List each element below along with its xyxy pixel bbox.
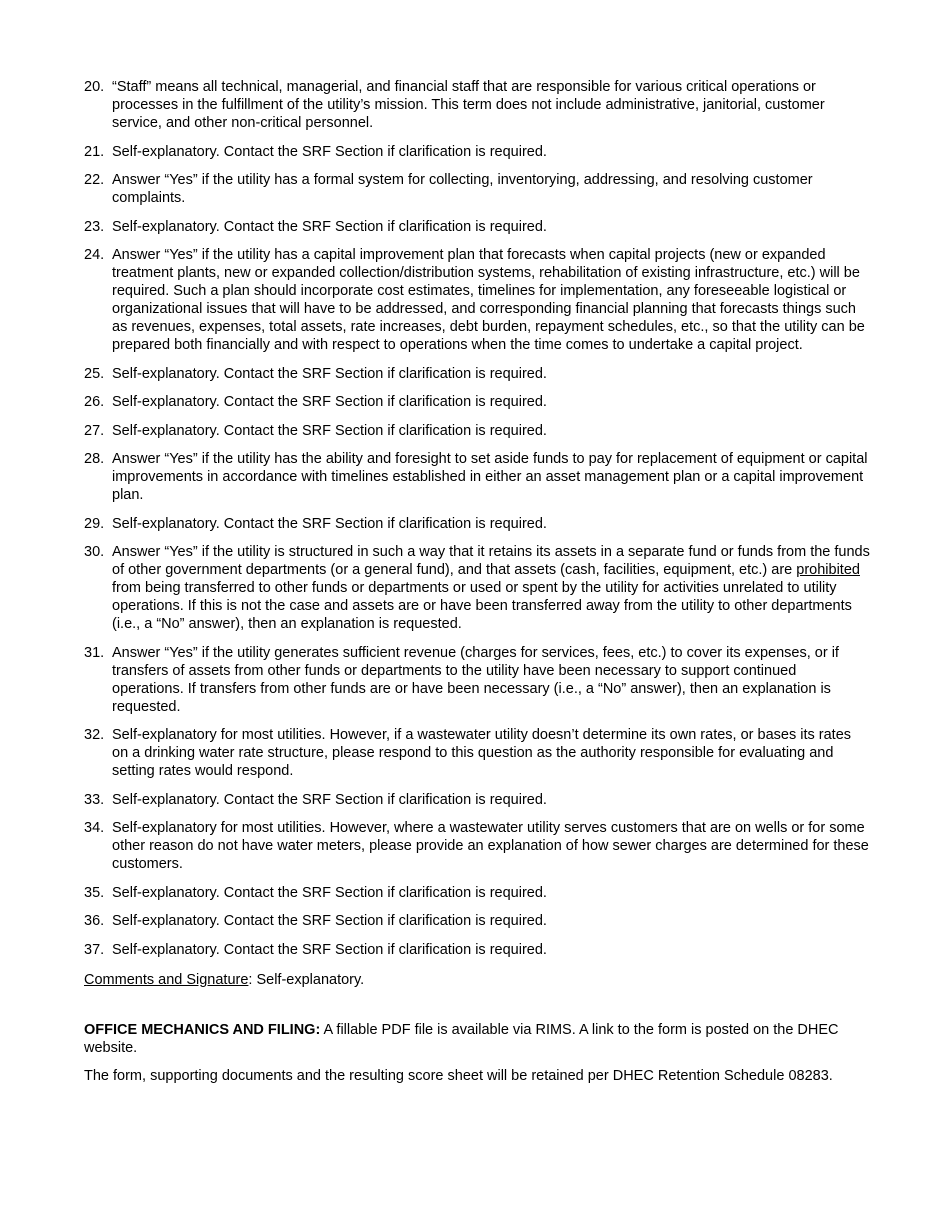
item-text: Self-explanatory. Contact the SRF Section if clarification is required. [112,515,547,532]
item-text-before: Answer “Yes” if the utility is structured in such a way that it retains its assets in a separate fund or funds from the funds of other government departments (or a general fund), and that assets (cash, facilities, equipment, etc.) are [112,544,870,578]
comments-label: Comments and Signature [84,971,249,988]
item-text: Self-explanatory. Contact the SRF Section if clarification is required. [112,941,547,958]
list-item [84,726,870,780]
item-number: 27. [84,422,105,439]
item-number: 26. [84,394,105,410]
mechanics-paragraph [84,1021,870,1057]
item-text-after: from being transferred to other funds or departments or used or spent by the utility for activities unrelated to utility operations. If this is not the case and assets are or have been transferred away from the utility to other departments (i.e., a “No” answer), then an explanation is requested. [112,580,852,632]
comments-text: : Self-explanatory. [248,971,365,988]
list-item [84,422,870,440]
item-text: Self-explanatory. Contact the SRF Section if clarification is required. [112,422,547,439]
item-text: Answer “Yes” if the utility generates sufficient revenue (charges for services, fees, etc.) to cover its expenses, or if transfers of assets from other funds or departments to the utility have been necessary to support continued operations. If transfers from other funds are or have been necessary (i.e., a “No” answer), then an explanation is requested. [112,644,839,715]
item-text: Answer “Yes” if the utility has the ability and foresight to set aside funds to pay for replacement of equipment or capital improvements in accordance with timelines established in either an asset management plan or a capital improvement plan. [112,451,868,503]
list-item [84,912,870,930]
list-item [84,143,870,161]
comments-paragraph [84,971,870,989]
item-text: Self-explanatory for most utilities. However, where a wastewater utility serves customers that are on wells or for some other reason do not have water meters, please provide an explanation of how sewer charges are determined for these customers. [112,820,869,872]
mechanics-text: A fillable PDF file is available via RIMS. A link to the form is posted on the DHEC website. [84,1021,839,1056]
item-number: 20. [84,79,105,95]
item-number: 31. [84,644,105,661]
item-text: Answer “Yes” if the utility has a formal system for collecting, inventorying, addressing, and resolving customer complaints. [112,172,813,206]
item-text: Self-explanatory. Contact the SRF Section if clarification is required. [112,365,547,382]
item-text: Self-explanatory. Contact the SRF Section if clarification is required. [112,884,547,901]
list-item [84,78,870,132]
list-item [84,246,870,354]
list-item [84,393,870,411]
item-number: 33. [84,791,105,808]
item-number: 35. [84,884,105,901]
list-item [84,543,870,633]
item-text: Self-explanatory for most utilities. However, if a wastewater utility doesn’t determine its own rates, or bases its rates on a drinking water rate structure, please respond to this question as the authority responsible for evaluating and setting rates would respond. [112,727,852,779]
list-item [84,218,870,236]
list-item [84,644,870,716]
item-number: 24. [84,247,105,263]
list-item [84,515,870,533]
instructions-list [84,78,870,959]
list-item [84,941,870,959]
item-number: 23. [84,218,105,235]
item-text: Self-explanatory. Contact the SRF Section if clarification is required. [112,913,547,929]
retention-paragraph: The form, supporting documents and the resulting score sheet will be retained per DHEC Retention Schedule 08283. [84,1067,833,1084]
list-item [84,450,870,504]
item-number: 22. [84,172,105,188]
list-item [84,819,870,873]
list-item [84,884,870,902]
underlined-term: prohibited [796,562,860,578]
item-number: 21. [84,143,105,160]
item-number: 37. [84,941,105,958]
item-number: 30. [84,544,105,560]
item-number: 36. [84,913,105,929]
item-number: 32. [84,727,105,743]
list-item [84,171,870,207]
item-number: 29. [84,515,105,532]
item-number: 34. [84,820,105,836]
list-item [84,365,870,383]
item-text: “Staff” means all technical, managerial, and financial staff that are responsible for various critical operations or processes in the fulfillment of the utility’s mission. This term does not include administrative, janitorial, customer service, and other non-critical personnel. [112,79,825,131]
item-text: Self-explanatory. Contact the SRF Section if clarification is required. [112,394,547,410]
item-number: 28. [84,451,105,467]
item-text: Answer “Yes” if the utility has a capital improvement plan that forecasts when capital projects (new or expanded treatment plants, new or expanded collection/distribution systems, rehabilitation of existing infrastructure, etc.) will be required. Such a plan should incorporate cost estimates, timelines for implementation, any foreseeable logistical or organizational issues that will have to be addressed, and corresponding financial planning that forecasts things such as revenues, expenses, total assets, rate increases, debt burden, repayment schedules, etc., so that the utility can be prepared both financially and with respect to operations when the time comes to undertake a capital project. [112,247,865,353]
item-text: Self-explanatory. Contact the SRF Section if clarification is required. [112,791,547,808]
mechanics-heading: OFFICE MECHANICS AND FILING: [84,1021,321,1038]
item-text: Self-explanatory. Contact the SRF Section if clarification is required. [112,143,547,160]
item-number: 25. [84,365,105,382]
list-item [84,791,870,809]
item-text: Self-explanatory. Contact the SRF Section if clarification is required. [112,218,547,235]
